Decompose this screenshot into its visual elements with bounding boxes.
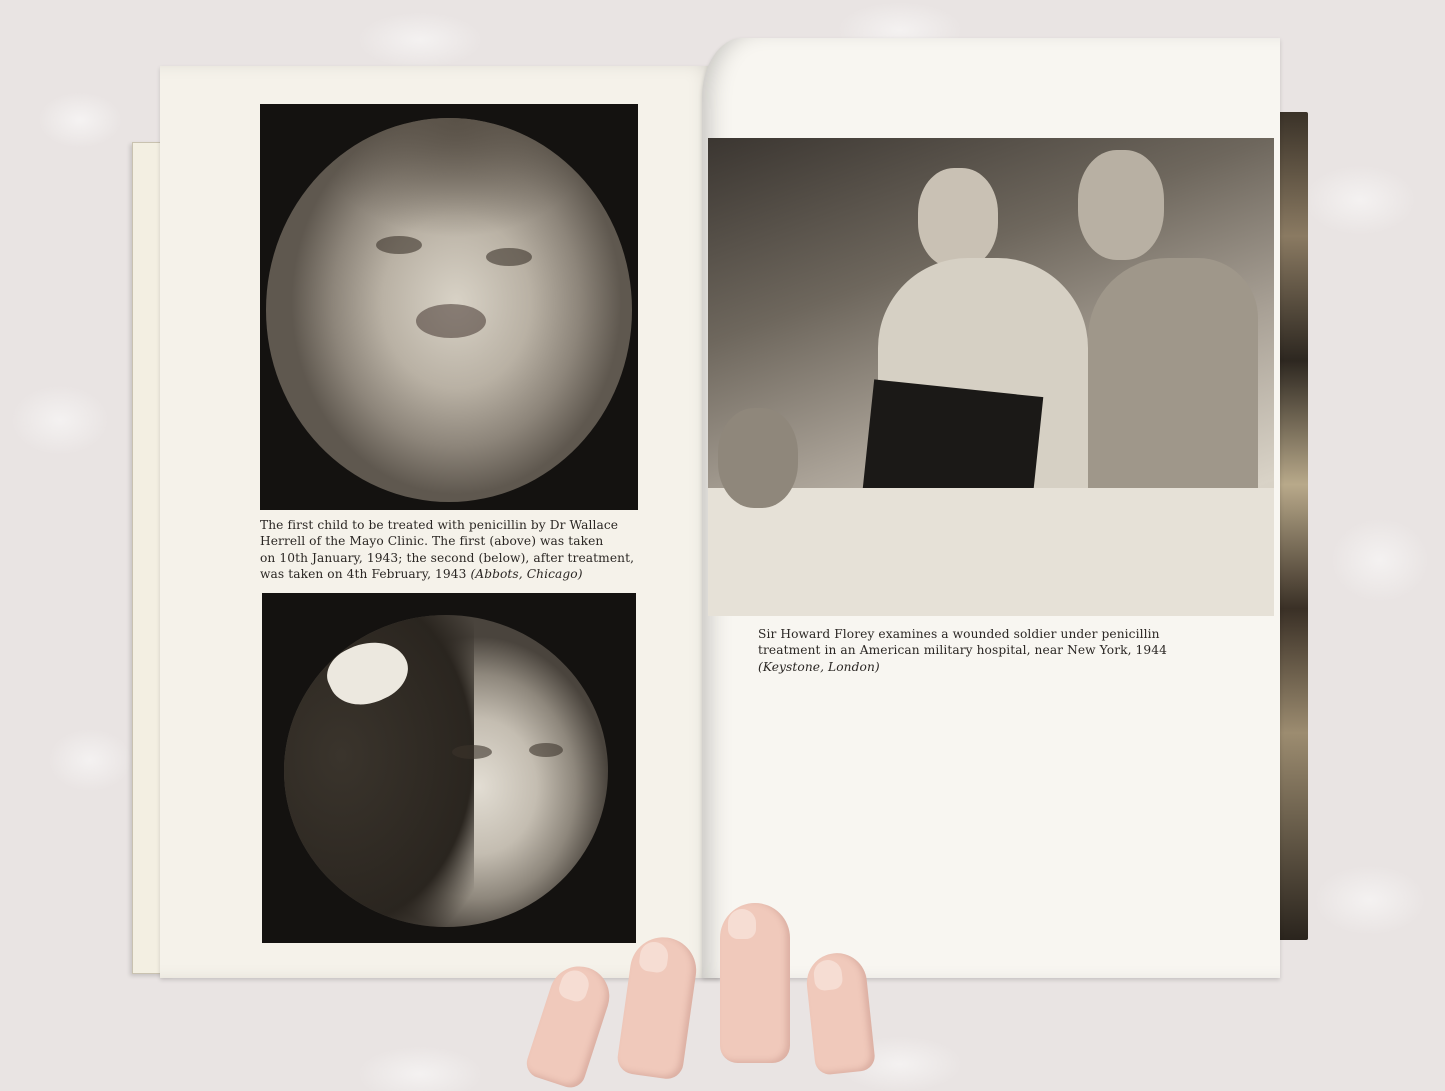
caption-right-line: treatment in an American military hospital, near New York, 1944 xyxy=(758,643,1167,658)
caption-left-line: was taken on 4th February, 1943 xyxy=(260,567,467,582)
caption-left-line: Herrell of the Mayo Clinic. The first (above) was taken xyxy=(260,534,604,549)
photo-child-after-treatment xyxy=(262,593,636,943)
caption-left xyxy=(260,517,640,583)
photo-florey-hospital xyxy=(708,138,1274,616)
hand xyxy=(540,895,870,1055)
photo-child-before-treatment xyxy=(260,104,638,510)
caption-left-line: The first child to be treated with penicillin by Dr Wallace xyxy=(260,518,619,532)
hospital-bed xyxy=(708,488,1274,616)
caption-right xyxy=(758,626,1178,675)
caption-left-line: on 10th January, 1943; the second (below), after treatment, xyxy=(260,550,635,565)
photo-credit-right: (Keystone, London) xyxy=(758,659,880,674)
circular-photo-frame xyxy=(284,615,608,927)
circular-photo-frame xyxy=(266,118,632,502)
caption-right-line: Sir Howard Florey examines a wounded soldier under penicillin xyxy=(758,627,1160,641)
photo-credit-left: (Abbots, Chicago) xyxy=(470,567,583,582)
